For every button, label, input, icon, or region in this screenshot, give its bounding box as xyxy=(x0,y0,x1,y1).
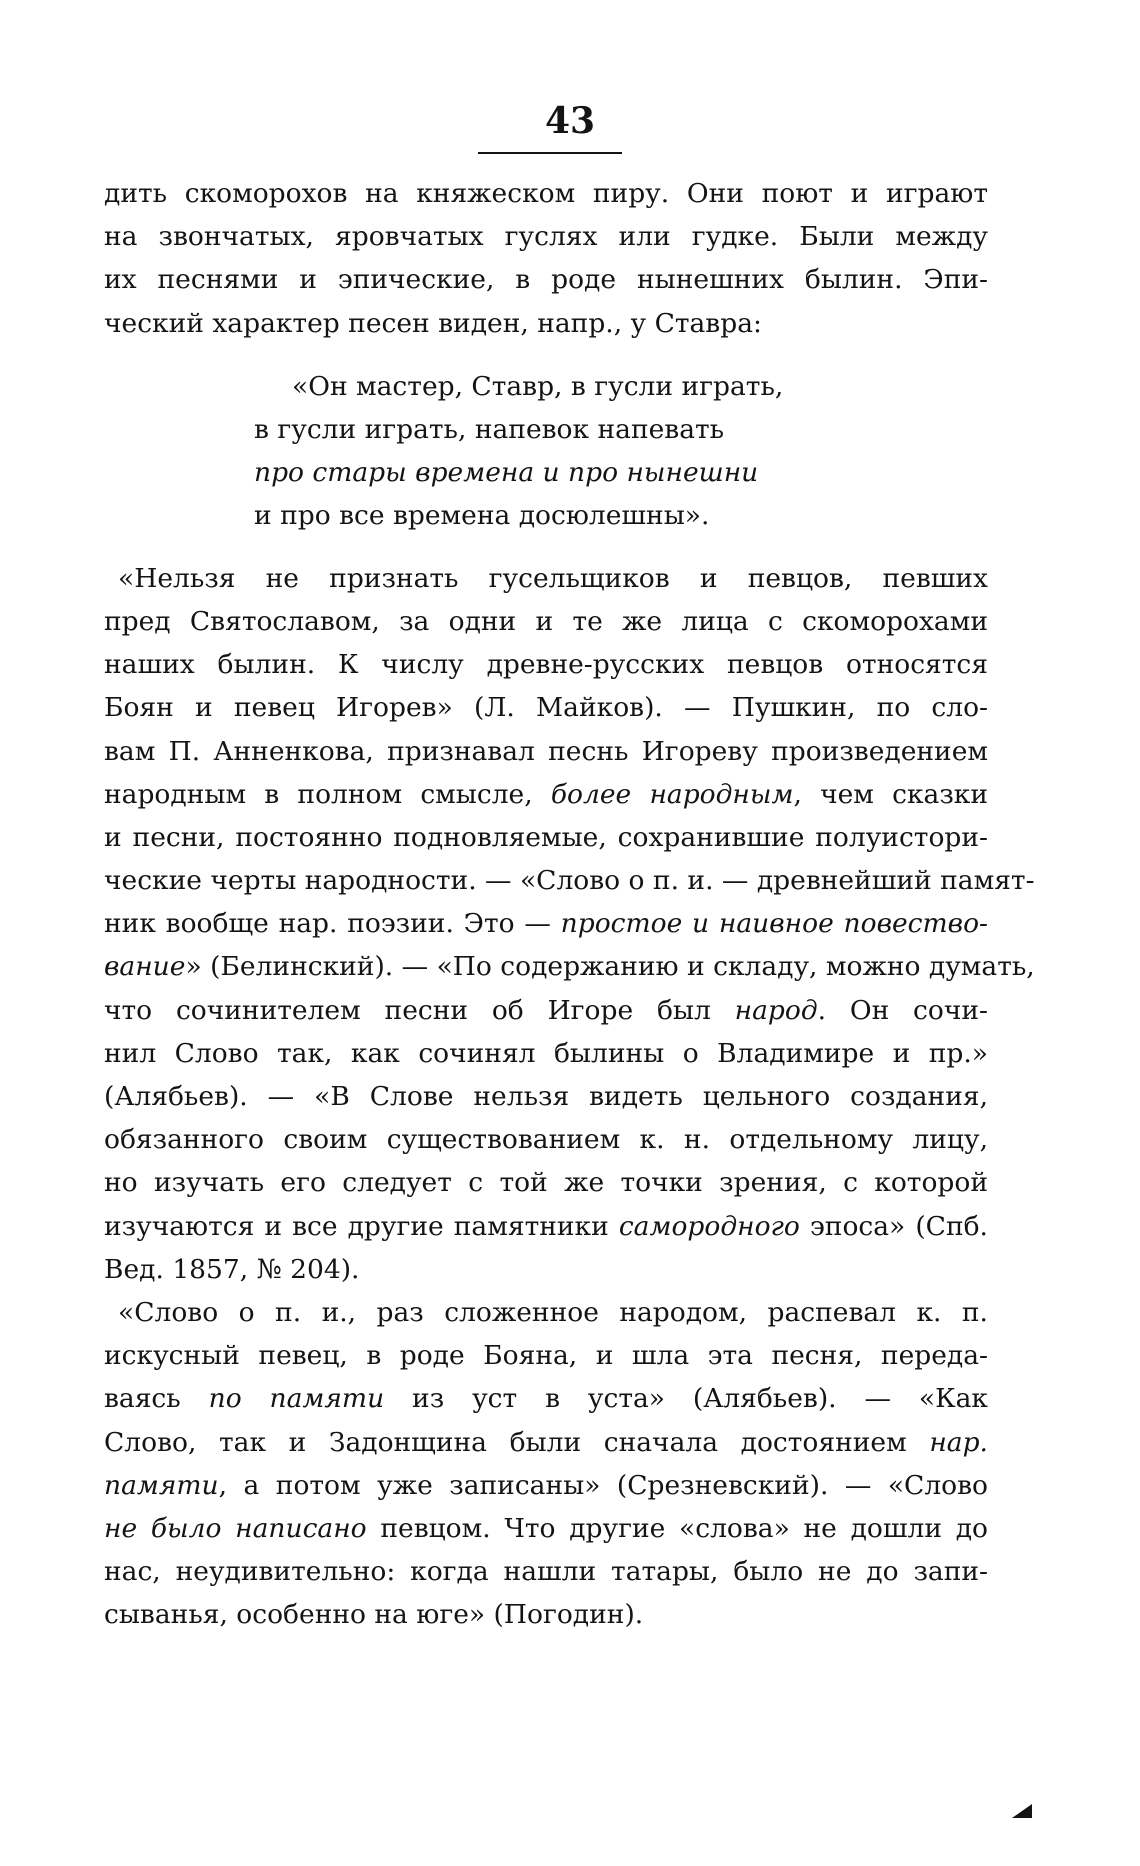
page-number: 43 xyxy=(544,100,596,142)
verse-line xyxy=(104,408,988,451)
text-line xyxy=(104,773,988,816)
text-line xyxy=(104,1032,988,1075)
text-line xyxy=(104,859,1035,902)
text-segment: наших былин. К числу древне-русских певцов относятся xyxy=(104,649,988,681)
text-segment: на звончатых, яровчатых гуслях или гудке. Были между xyxy=(104,221,988,253)
text-segment: , чем сказки xyxy=(793,778,988,810)
text-segment: изучаются и все другие памятники xyxy=(104,1210,619,1242)
italic-text: по памяти xyxy=(208,1383,385,1415)
verse-line xyxy=(104,451,988,494)
text-segment: и про все времена досюлешны». xyxy=(254,499,710,531)
text-segment: и песни, постоянно подновляемые, сохранившие полуистори- xyxy=(104,821,988,853)
text-line xyxy=(104,557,988,600)
text-segment: . Он сочи- xyxy=(817,994,988,1026)
italic-text: памяти xyxy=(104,1469,219,1501)
text-line xyxy=(104,1464,988,1507)
text-line xyxy=(104,258,988,301)
italic-text: нар. xyxy=(929,1426,988,1458)
text-segment: «Нельзя не признать гусельщиков и певцов, певших xyxy=(118,562,988,594)
text-body xyxy=(104,172,1035,1636)
text-line xyxy=(104,1334,988,1377)
text-line xyxy=(104,600,988,643)
text-line xyxy=(104,1205,988,1248)
italic-text: народ xyxy=(734,994,818,1026)
text-segment: ваясь xyxy=(104,1383,209,1415)
text-segment: нас, неудивительно: когда нашли татары, было не до запи- xyxy=(104,1556,988,1588)
text-segment: но изучать его следует с той же точки зрения, с которой xyxy=(104,1167,988,1199)
text-line xyxy=(104,1161,988,1204)
text-segment: ник вообще нар. поэзии. Это — xyxy=(104,908,561,940)
text-line xyxy=(104,172,988,215)
page-number-rule xyxy=(478,152,622,154)
text-segment: , а потом уже записаны» (Срезневский). — «Слово xyxy=(218,1469,988,1501)
italic-text: более народным xyxy=(550,778,794,810)
text-segment: вам П. Анненкова, признавал песнь Игореву произведением xyxy=(104,735,988,767)
corner-mark xyxy=(1012,1804,1032,1818)
text-line xyxy=(104,643,988,686)
text-segment: певцом. Что другие «слова» не дошли до xyxy=(366,1512,988,1544)
italic-text: вание xyxy=(104,951,186,983)
text-line xyxy=(104,1593,988,1636)
text-segment: что сочинителем песни об Игоре был xyxy=(104,994,735,1026)
paragraph-gap xyxy=(104,345,988,365)
italic-text: самородного xyxy=(618,1210,800,1242)
text-line xyxy=(104,1248,988,1291)
italic-text: простое и наивное повество- xyxy=(560,908,988,940)
text-line xyxy=(104,816,988,859)
text-segment: эпоса» (Спб. xyxy=(799,1210,988,1242)
text-segment: ческий характер песен виден, напр., у Ставра: xyxy=(104,307,762,339)
text-segment: Слово, так и Задонщина были сначала достоянием xyxy=(104,1426,930,1458)
text-segment: Вед. 1857, № 204). xyxy=(104,1253,360,1285)
text-segment: из уст в уста» (Алябьев). — «Как xyxy=(384,1383,988,1415)
italic-text: не было написано xyxy=(104,1512,367,1544)
text-line xyxy=(104,902,988,945)
text-line xyxy=(104,1550,988,1593)
text-segment: искусный певец, в роде Бояна, и шла эта песня, переда- xyxy=(104,1340,988,1372)
text-segment: в гусли играть, напевок напевать xyxy=(254,413,725,445)
text-segment: дить скоморохов на княжеском пиру. Они поют и играют xyxy=(104,178,988,209)
text-segment: (Алябьев). — «В Слове нельзя видеть цельного создания, xyxy=(104,1081,988,1112)
text-line xyxy=(104,1291,988,1334)
text-line xyxy=(104,1377,988,1420)
text-line xyxy=(104,945,1035,988)
text-segment: нил Слово так, как сочинял былины о Владимире и пр.» xyxy=(104,1037,988,1069)
italic-text: про стары времена и про нынешни xyxy=(254,456,759,488)
text-line xyxy=(104,215,988,258)
text-segment: обязанного своим существованием к. н. отдельному лицу, xyxy=(104,1124,988,1156)
text-line xyxy=(104,1507,988,1550)
text-segment: » (Белинский). — «По содержанию и складу, можно думать, xyxy=(185,951,1035,983)
text-line xyxy=(104,686,988,729)
paragraph-gap xyxy=(104,537,988,557)
text-segment: «Он мастер, Ставр, в гусли играть, xyxy=(292,370,784,402)
text-segment: Боян и певец Игорев» (Л. Майков). — Пушкин, по сло- xyxy=(104,692,988,724)
text-segment: сыванья, особенно на юге» (Погодин). xyxy=(104,1599,644,1631)
text-segment: пред Святославом, за одни и те же лица с скоморохами xyxy=(104,605,988,637)
text-line xyxy=(104,1118,988,1161)
text-segment: народным в полном смысле, xyxy=(104,778,551,810)
text-segment: «Слово о п. и., раз сложенное народом, распевал к. п. xyxy=(118,1296,988,1328)
text-segment: их песнями и эпические, в роде нынешних былин. Эпи- xyxy=(104,264,988,296)
text-line xyxy=(104,730,988,773)
text-line xyxy=(104,989,988,1032)
text-line xyxy=(104,302,988,345)
text-line xyxy=(104,1075,988,1118)
text-segment: ческие черты народности. — «Слово о п. и. — древнейший памят- xyxy=(104,865,1035,897)
verse-line xyxy=(104,494,988,537)
verse-line xyxy=(104,365,988,408)
text-line xyxy=(104,1421,988,1464)
